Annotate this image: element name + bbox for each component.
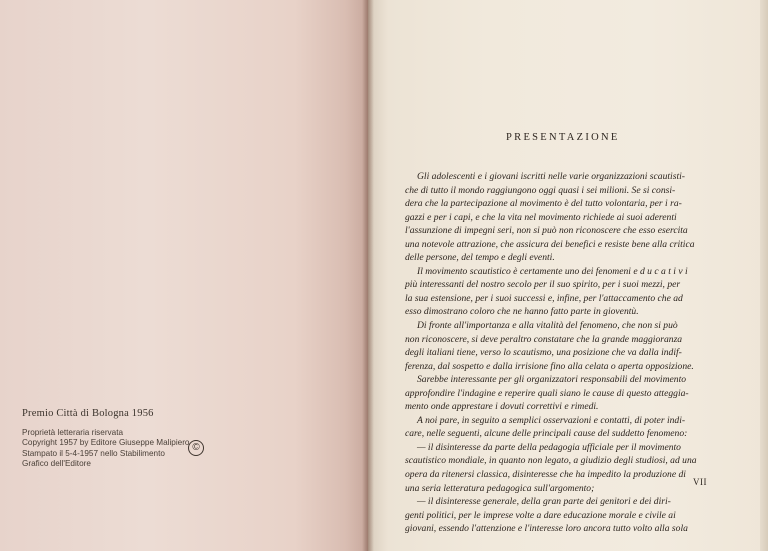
text-line: care, nelle seguenti, alcune delle principali cause del suddetto fenomeno:	[405, 428, 688, 440]
colophon-line: Proprietà letteraria riservata	[22, 428, 124, 437]
text-line: ferenza, dal sospetto e dalla irrisione fino alla celata o aperta opposizione.	[405, 360, 694, 372]
text-line: degli italiani tiene, verso lo scautismo, una posizione che va dalla indif-	[405, 347, 682, 359]
text-line: non riconoscere, si deve peraltro constatare che la grande maggioranza	[405, 333, 683, 345]
colophon	[22, 428, 189, 470]
colophon-line: Copyright 1957 by Editore Giuseppe Malipiero	[22, 438, 190, 448]
colophon-line: Grafico dell'Editore	[22, 459, 91, 469]
text-line: Sarebbe interessante per gli organizzatori responsabili del movimento	[417, 374, 687, 386]
text-line: mento onde apprestare i dovuti correttivi e rimedi.	[405, 401, 599, 413]
text-line: Di fronte all'importanza e alla vitalità del fenomeno, che non si può	[417, 320, 678, 332]
presentation-text	[405, 170, 711, 536]
text-line: — il disinteresse da parte della pedagogia ufficiale per il movimento	[417, 441, 681, 453]
text-line: che di tutto il mondo raggiungono oggi quasi i sei milioni. Se si consi-	[405, 184, 676, 196]
text-line: genti politici, per le imprese volte a dare educazione morale e civile ai	[405, 509, 676, 521]
text-line: approfondire l'indagine e reperire quali siano le cause di questo atteggia-	[405, 387, 689, 399]
text-line: — il disinteresse generale, della gran parte dei genitori e dei diri-	[417, 496, 671, 508]
text-line: una notevole attrazione, che assicura dei benefici e resiste bene alla critica	[405, 238, 695, 250]
prize-line: Premio Città di Bologna 1956	[22, 408, 154, 419]
text-line: dera che la partecipazione al movimento è del tutto volontaria, per i ra-	[405, 198, 682, 210]
text-line: più interessanti del nostro secolo per il suo spirito, per i suoi mezzi, per	[405, 279, 681, 291]
text-line: A noi pare, in seguito a semplici osservazioni e contatti, di poter indi-	[417, 414, 686, 426]
text-line: giovani, essendo l'attenzione e l'interesse loro ancora tutto volto alla sola	[405, 523, 688, 535]
text-line: Il movimento scautistico è certamente uno dei fenomeni e d u c a t i v i	[417, 265, 688, 277]
page-number: VII	[693, 477, 707, 487]
text-line: delle persone, del tempo e degli eventi.	[405, 252, 555, 264]
text-line: Gli adolescenti e i giovani iscritti nelle varie organizzazioni scautisti-	[417, 171, 685, 182]
page-heading: PRESENTAZIONE	[506, 132, 620, 143]
colophon-line: Stampato il 5-4-1957 nello Stabilimento	[22, 448, 165, 458]
text-line: l'assunzione di impegni seri, non si può non riconoscere che esso esercita	[405, 225, 688, 237]
text-line: la sua estensione, per i suoi successi e, infine, per l'attaccamento che ad	[405, 292, 683, 304]
left-page	[0, 0, 368, 551]
text-line: una seria letteratura pedagogica sull'argomento;	[405, 482, 595, 494]
book-gutter	[362, 0, 374, 551]
text-line: scautistico mondiale, in quanto non legato, a giudizio degli studiosi, ad una	[405, 455, 697, 467]
copyright-icon: ©	[188, 440, 204, 456]
text-line: gazzi e per i capi, e che la vita nel movimento richiede ai suoi aderenti	[405, 211, 677, 223]
page-edge	[760, 0, 768, 551]
text-line: opera da ritenersi classica, disinteresse che ha impedito la produzione di	[405, 469, 686, 481]
text-line: esso dimostrano coloro che ne hanno fatto parte in gioventù.	[405, 306, 639, 318]
